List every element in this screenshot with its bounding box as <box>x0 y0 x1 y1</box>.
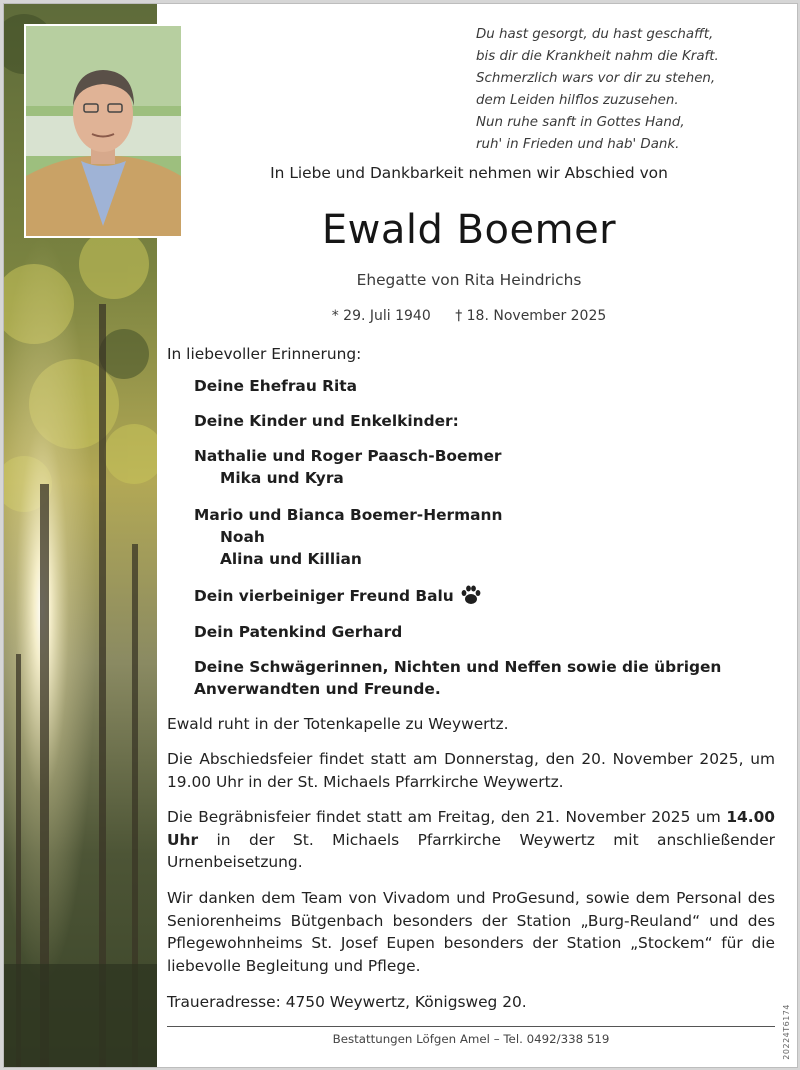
thanks-text: Wir danken dem Team von Vivadom und ProGesund, sowie dem Personal des Seniorenheims Bütgenbach besonders der Station „Burg-Reuland“ und des Pflegewohnheims St. Josef Eupen besonders der Station „Stockem“ für die liebevolle Begleitung und Pflege. <box>167 889 775 975</box>
poem-line: ruh' in Frieden und hab' Dank. <box>476 137 680 152</box>
family-group-1 <box>194 445 764 489</box>
family-relatives <box>194 656 764 700</box>
footer-divider <box>167 1026 775 1027</box>
spouse-line: Ehegatte von Rita Heindrichs <box>356 271 582 289</box>
obituary-page <box>3 3 798 1068</box>
family-wife: Deine Ehefrau Rita <box>194 377 358 395</box>
pet-text: Dein vierbeiniger Freund Balu <box>194 587 454 605</box>
poem-line: dem Leiden hilflos zuzusehen. <box>476 93 679 108</box>
paw-icon <box>460 585 482 611</box>
memory-intro: In liebevoller Erinnerung: <box>167 345 362 363</box>
poem-line: Schmerzlich wars vor dir zu stehen, <box>476 71 716 86</box>
family-member: Nathalie und Roger Paasch-Boemer <box>194 447 502 465</box>
relatives-line: Deine Schwägerinnen, Nichten und Neffen sowie die übrigen <box>194 658 722 676</box>
poem-line: Du hast gesorgt, du hast geschafft, <box>476 27 714 42</box>
funeral-before: Die Begräbnisfeier findet statt am Freitag, den 21. November 2025 um <box>167 808 727 826</box>
death-date: † 18. November 2025 <box>455 308 607 324</box>
family-member: Noah <box>220 528 265 546</box>
life-dates <box>184 308 754 324</box>
poem-line: Nun ruhe sanft in Gottes Hand, <box>476 115 685 130</box>
family-pet <box>194 585 764 611</box>
ad-code: 20224T6174 <box>782 1004 791 1060</box>
farewell-text: Die Abschiedsfeier findet statt am Donnerstag, den 20. November 2025, um 19.00 Uhr in der St. Michaels Pfarrkirche Weywertz. <box>167 750 775 791</box>
address-text: Traueradresse: 4750 Weywertz, Königsweg 20. <box>167 993 527 1011</box>
intro-text: In Liebe und Dankbarkeit nehmen wir Abschied von <box>270 164 668 182</box>
funeral-text <box>167 806 775 874</box>
deceased-name: Ewald Boemer <box>321 207 617 253</box>
poem <box>476 24 776 156</box>
family-member: Mika und Kyra <box>220 469 344 487</box>
family-member: Mario und Bianca Boemer-Hermann <box>194 506 503 524</box>
relatives-line: Anverwandten und Freunde. <box>194 680 441 698</box>
funeral-after: in der St. Michaels Pfarrkirche Weywertz mit anschließender Urnenbeisetzung. <box>167 830 775 871</box>
funeral-time: 14.00 Uhr <box>167 808 775 849</box>
family-member: Alina und Killian <box>220 550 362 568</box>
poem-line: bis dir die Krankheit nahm die Kraft. <box>476 49 719 64</box>
birth-date: * 29. Juli 1940 <box>331 308 431 324</box>
portrait-photo <box>26 26 181 236</box>
footer-text: Bestattungen Löfgen Amel – Tel. 0492/338 519 <box>332 1032 610 1046</box>
family-children-heading: Deine Kinder und Enkelkinder: <box>194 412 459 430</box>
family-godchild: Dein Patenkind Gerhard <box>194 623 403 641</box>
family-group-2 <box>194 504 764 570</box>
rest-text: Ewald ruht in der Totenkapelle zu Weywertz. <box>167 715 509 733</box>
